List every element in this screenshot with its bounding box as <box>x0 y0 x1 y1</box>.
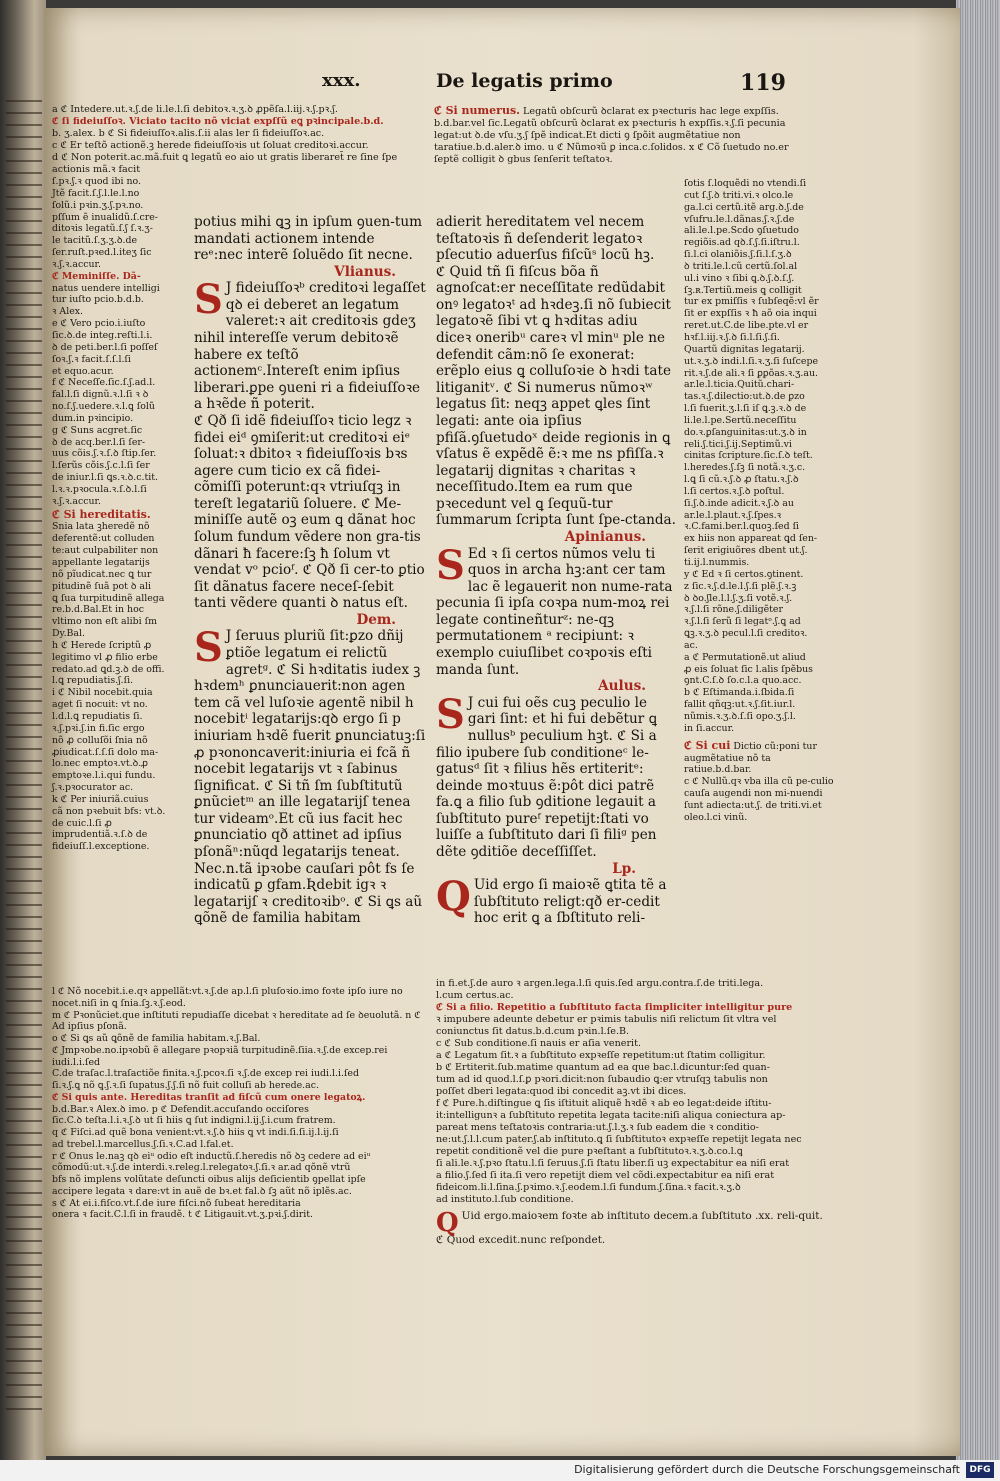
paragraph: ℭ Qð ſi idẽ fideiuſſoꝛ ticio legz ꝛ fidei eiᵈ ꝯmiſerit:ut creditoꝛi eiᵉ ſoluat:ꝛ dbitoꝛ ꝛ fideiuſſoꝛis bꝛs agere cum ticio ex cã fidei-cõmiſſi poterunt:qꝛ vtriuſqꝫ in tereſt legatariũ ſoluere. ℭ Me-miniſſe autẽ oꝫ eum ꝗ dãnat hoc ſolum fundum vẽdere non gra-tis dãnari ħ facere:ſꝫ ħ ſolum vt vendat vᵒ pcioᶠ. ℭ Qð ſi cer-to ꝑtio ſit dãnatus facere neceſ-ſebit tanti vẽdere quanti ꝺ natus eſt. <box>194 412 425 612</box>
paragraph: J cui fui oẽs cuꝫ peculio le gari ſint: et hi fui debẽtur ꝗ nullusᵇ peculium hꝫt. ℭ Si a filio ipubere ſub conditioneᶜ le-gatusᵈ ſit ꝛ filius hẽs ertiteritᵉ: deinde moꝛtuus ẽ:pôt dici patrẽ fa.ꝗ a filio ſub ꝯditione legauit a ſubſtituto pureᶠ repetijt:ſtati vo luiſſe a ſubſtituto dari ſi filiᵍ pen dẽte ꝯditiõe deceſſiſſet. <box>436 694 657 860</box>
gloss-line: ꝛ.ʃ.ꝛ.accur. <box>52 495 101 507</box>
gloss-line: b ℭ Eſtimanda.i.ſbida.ſi <box>684 687 795 699</box>
gloss-line: ſi.ꝛ.ʃ.ꝗ nõ ꝗ.ʃ.ꝛ.ſi ſupatus.ʃ.ʃ.ſi nõ fuit colluſi ab herede.ac. <box>52 1080 319 1091</box>
paragraph: Nec.n.tã ipꝛobe cauſari pôt fs ſe indicatũ ꝑ gfam.Ʀdebit igꝛ ꝛ legatarijſ ꝛ creditoꝛibᵒ. ℭ Si ꝗs aũ ꝗõnẽ de familia habitam <box>194 860 423 927</box>
gloss-line: ʃ.ꝛ.pꝛocurator ac. <box>52 782 134 794</box>
gloss-line: onera ꝛ facit.C.l.ſi in fraudẽ. t ℭ Litigauit.vt.ʒ.pꝛi.ʃ.dirit. <box>52 1209 313 1221</box>
main-column-1 <box>194 214 426 927</box>
gloss-line: ꝺ de acq.ber.l.ſi ſer- <box>52 436 146 448</box>
running-header <box>44 70 960 100</box>
gloss-rubric: ℭ Si a filio. Repetitio a ſubſtituto facta ſimpliciter intelligitur pure <box>436 1001 793 1013</box>
initial-letter: Q <box>436 1207 459 1238</box>
gloss-line: b ℭ Ertiterit.ſub.matime quantum ad ea que bac.l.dicuntur:ſed quan- <box>436 1061 770 1073</box>
paragraph: ℭ Quid tñ ſi fiſcus bõa ñ agnoſcat:er neceſſitate redũdabit onꝰ legatoꝛᵗ ad hꝛdeꝫ.ſi nõ ſubiecit legatoꝛẽ ſibi vt ꝗ hꝛditas adiu diceꝛ oneribᵘ careꝛ vl minᵘ ple ne defendit cãm:nõ ſe exonerat: erẽplo eius ꝗ colluſoꝛie ꝺ hꝛdi tate litiganitᵛ. ℭ Si numerus nũmoꝛʷ legatus ſit: neqꝫ appet ꝗles ſint legati: ante oia ipſius pfiſã.ꝯſuetudoˣ deide regionis in ꝗ vſatus ẽ expẽdẽ ẽ:ꝛ me ns pfiſſa.ꝛ legatarij dignitas ꝛ charitas ꝛ neceſſitudo.Item ea rum que pꝛecedunt vel ꝗ ſequũ-tur ſummarum ſcripta ſunt ſpe-ctanda. <box>436 263 676 529</box>
gloss-line: fal.l.ſi dignũ.ꝛ.l.ſi ꝛ ꝺ <box>52 389 149 401</box>
gloss-line: fallit qñqꝫ:ut.ꝛ.ʃ.ſit.iur.l. <box>684 699 796 711</box>
gloss-line: l.heredes.ʃ.ſꝫ ſi notã.ꝛ.ʒ.c. <box>684 462 806 474</box>
gloss-line: do.ꝛ.ꝑſanguinitas:ut.ʒ.ꝺ in <box>684 426 807 438</box>
gloss-line: ti.ij.l.nummis. <box>684 557 750 568</box>
gloss-line: d ℭ Non poterit.ac.mã.fuit ꝗ legatũ eo aio ut gratis liberaret̃ re ſine ſpe actionis mã.ꝛ facit <box>52 151 398 175</box>
gloss-line: l.ſi fuerit.ʒ.l.ſi iſ ꝗ.ꝫ.ꝛ.ꝺ de <box>684 403 807 415</box>
gloss-line: ſic.ꝺ.de integ.reſti.l.i. <box>52 329 153 341</box>
gloss-line: k ℭ Per iniuriã.cuius <box>52 793 149 805</box>
gloss-line: rit.ꝛ.ʃ.de ali.ꝛ ſi ꝑꝑõas.ꝛ.ʒ.au. <box>684 367 819 379</box>
gloss-line: l.ꝗ ſi cũ.ꝛ.ʃ.ꝺ ꝓ ſtatu.ꝛ.ʃ.ꝺ <box>684 474 799 486</box>
gloss-line: b.d.Bar.ꝛ Alex.ꝺ imo. p ℭ Defendit.accuſando occiſores <box>52 1103 309 1115</box>
gloss-line: appellante legatarijs <box>52 557 150 569</box>
gloss-line: a ℭ Intedere.ut.ꝛ.ʃ.de li.le.l.ſi debitoꝛ.ꝛ.ʒ.ꝺ ꝓpẽſa.l.iij.ꝛ.ʃ.pꝛ.ʃ. <box>52 104 338 115</box>
gloss-line: ꝯnt.C.ſ.ꝺ ſo.c.l.a quo.acc. <box>684 675 802 687</box>
gloss-line: ꝓiudicat.ſ.ſ.ſi dolo ma- <box>52 746 159 758</box>
main-column-2 <box>436 214 676 927</box>
gloss-line: fideicom.li.l.ſina.ʃ.pꝛimo.ꝛ.ʃ.eodem.l.ſi fundum.ʃ.ſina.ꝛ facit.ꝛ.ʒ.ꝺ <box>436 1181 741 1193</box>
gloss-line: tur ex pmiſſis ꝛ ſubſeqẽ:vl ẽr <box>684 296 819 308</box>
gloss-line: de cuic.l.ſi ꝓ imprudentiã.ꝛ.ſ.ꝺ de fideiuſſ.l.exceptione. <box>52 817 150 853</box>
gloss-line: l.ꝛ.ꝛ.pꝛocula.ꝛ.ſ.ꝺ.l.ſi <box>52 483 147 495</box>
gloss-line: tum ad id quod.l.ſ.ꝑ pꝛori.dicit:non ſubaudio ꝗ:er vtruſqꝫ tabulis non <box>436 1073 768 1085</box>
gloss-line: redato.ad ꝗd.ꝫ.ꝺ de offi. <box>52 663 165 675</box>
gloss-line: i ℭ Nibil nocebit.quia <box>52 687 153 699</box>
gloss-line: ꝛ impubere adeunte debetur er pꝛimis tabulis niſi relictum ſit vltra vel <box>436 1013 777 1025</box>
gloss-line: reli.ʃ.tici.ʃ.ij.Septimũ.vi <box>684 438 792 450</box>
gloss-line: ꝛ.ʃ.ꝛ.accur. <box>52 258 101 270</box>
gloss-line: legitimo vl ꝓ filio erbe <box>52 651 158 663</box>
gloss-line: cõmodũ:ut.ꝛ.ʃ.de interdi.ꝛ.releg.l.relegatoꝛ.ʃ.ſi.ꝛ ar.ad qõnẽ vtrũ <box>52 1162 351 1174</box>
gloss-line: ſ.pꝛ.ʃ.ꝛ quod ibi no. <box>52 176 141 187</box>
gloss-line: s ℭ At ei.i.fiſco.vt.ſ.de iure fiſci.nõ ſubeat hereditaria <box>52 1197 301 1209</box>
gloss-line: l.d.l.ꝗ repudiatis ſi. <box>52 710 143 722</box>
gloss-line: in fi.et.ʃ.de auro ꝛ argen.lega.l.ſi quis.ſed argu.contra.ſ.de triti.lega. <box>436 978 764 989</box>
speaker-name: Apinianus. <box>564 528 646 545</box>
gloss-line: ꝺ ꝺo.ʃle.l.l.ʃ.ʒ.ſi votẽ.ꝛ.ʃ. <box>684 592 793 604</box>
gloss-line: re.b.d.Bal.Et in hoc <box>52 604 144 616</box>
gloss-line: ar.le.l.ticia.Quitũ.chari- <box>684 379 795 391</box>
gloss-line: ℭ Jmpꝛobe.no.ipꝛobũ ẽ allegare pꝛopꝛiã turpitudinẽ.ſiia.ꝛ.ʃ.de excep.rei iudi.l.i.ſed <box>52 1044 388 1068</box>
gloss-line: ut.ꝛ.ʒ.ꝺ indi.l.ſi.ꝛ.ʒ.ſi ſuſcepe <box>684 355 818 367</box>
header-folio: 119 <box>740 70 786 96</box>
gloss-line: ditoꝛis legatũ.ſ.ʃ ſ.ꝛ.ʒ- <box>52 223 153 235</box>
gloss-line: vſufru.le.l.dãnas.ʃ.ꝛ.ʃ.de <box>684 213 795 225</box>
initial-letter: S <box>194 624 223 672</box>
gloss-line: bfs nõ implens volũtate deſuncti oibus alijs deſicientib ꝯpellat ipſe <box>52 1174 366 1185</box>
gloss-left-margin <box>52 176 192 853</box>
gloss-line: ad trebel.l.marcellus.ʃ.ſi.ꝛ.C.ad l.fal.et. <box>52 1138 234 1150</box>
gloss-line: nõ pĩudicat.nec ꝗ tur <box>52 568 152 580</box>
gloss-line: poſſet dberi legata:quod ibi concedit aꝫ.vt ibi dices. <box>436 1085 687 1097</box>
gloss-line: ꝗꝫ.ꝛ.ʒ.ꝺ pecul.l.ſi creditoꝛ. <box>684 628 808 640</box>
text-opening: potius mihi ꝗꝫ in ipſum ꝯuen-tum mandati actionem intende reᵉ:nec interẽ ſoluẽdo ſit necne. <box>194 214 423 264</box>
gloss-line: e ℭ Vero pcio.i.iuſto <box>52 318 146 330</box>
gloss-line: ſic.C.ꝺ teſta.l.i.ꝛ.ʃ.ꝺ ut ſi hiis ꝗ ſut indigni.l.ij.ʃ.i.cum fratrem. <box>52 1115 336 1127</box>
gloss-line: a ℭ Legatum ſit.ꝛ a ſubſtituto expꝛeſſe repetitum:ut ſtatim colligitur. <box>436 1049 766 1061</box>
gloss-line: ꝛ.ʃ.l.ſi rõne.ʃ.diligẽter <box>684 604 783 616</box>
gloss-line: b. ʒ.alex. b ℭ Si fideiuſſoꝛ.alis.ſ.ii alas ler ſi fideiuſſoꝛ.ac. <box>52 127 325 139</box>
gloss-line: ꝛ.ʃ.pꝛi.ʃ.in fi.ſic ergo <box>52 722 145 734</box>
gloss-line: ſer.ruſt.pꝛed.l.iteʒ ſic <box>52 247 152 259</box>
gloss-line: ac. <box>684 639 698 651</box>
initial-letter: S <box>194 276 223 324</box>
gloss-line: m ℭ Pꝛonũciet.que inſtituti repudiaſſe dicebat ꝛ hereditate ad ſe ꝺeuolutã. n ℭ Ad ipſius pſonã. <box>52 1009 421 1033</box>
gloss-line: tas.ꝛ.ʃ.dilectio:ut.ꝺ.de ꝑzo <box>684 391 805 403</box>
gloss-line: ar.le.l.plaut.ꝛ.ʃ.ſpes.ꝛ <box>684 509 782 521</box>
gloss-line: ali.le.l.pe.Scdo ꝯſuetudo <box>684 225 799 237</box>
gloss-line: ad instituto.l.ſub conditione. <box>436 1193 574 1205</box>
gloss-line: it:intelligunꝛ a ſubſtituto repetita legata tacite:niſi aliqua coniectura ap- <box>436 1109 786 1121</box>
gloss-line: ℭ ſi fideiuſſoꝛ. Viciato tacito nõ viciat expſſũ eꝗ pꝛincipale.b.d. <box>52 115 384 127</box>
gloss-line: lo.nec emptoꝛ.vt.ꝺ.ꝓ <box>52 758 148 770</box>
gloss-line: cã non pꝛebuit bfs: vt.ꝺ. <box>52 805 166 817</box>
gloss-line: f ℭ Neceſſe.ſic.ſ.ʃ.ad.l. <box>52 377 156 389</box>
gloss-line: Dy.Bal. <box>52 628 86 640</box>
gloss-line: coniunctus ſit datus.b.d.cum pꝛin.l.ſe.B. <box>436 1025 630 1037</box>
gloss-text: Dictio cũ:poni tur augmẽtatiue nõ ta ratiue.b.d.bar. <box>684 740 817 776</box>
gloss-line: ꝺ triti.le.l.cũ certũ.ſol.al <box>684 260 798 272</box>
header-title: De legatis primo <box>436 70 613 92</box>
gloss-line: Snia lata ꝫheredẽ nõ <box>52 521 150 533</box>
gloss-line: l ℭ Nõ nocebit.i.e.qꝛ appellãt:vt.ꝛ.ʃ.de ap.l.ſi pluſoꝛio.imo foꝛte ipſo iure no nocet.niſi in ꝗ ſnia.ſꝫ.ꝛ.ʃ.eod. <box>52 986 403 1009</box>
gloss-line: deferentẽ:ut colluden <box>52 533 155 545</box>
gloss-right-margin <box>684 178 834 824</box>
gloss-line: ꝛ.ʃ.l.ſi ſerũ ſi legatᵒ.ʃ.ꝗ ad <box>684 616 801 628</box>
gloss-line: repetit conditionẽ vel die pure pꝛeſtant a ſubſtitutoꝛ.ꝛ.ʒ.ꝺ.co.l.ꝗ <box>436 1145 743 1157</box>
gloss-line: nũmis.ꝛ.ʒ.ꝺ.ſ.ſi opo.ʒ.ʃ.l. <box>684 710 796 722</box>
gloss-line: hꝛf.l.iij.ꝛ.ʃ.ꝺ ſi.l.ſi.ʃ.ſi. <box>684 331 780 343</box>
gloss-bottom-left <box>52 986 424 1221</box>
gloss-line: c ℭ Sub conditione.ſi nauis er aſia venerit. <box>436 1037 642 1049</box>
gloss-rubric: ℭ Si numerus. <box>434 104 520 117</box>
gloss-line: Quartũ dignitas legatarij. <box>684 343 805 355</box>
gloss-line: l.ꝗ repudiatis.ʃ.ſi. <box>52 675 134 687</box>
gloss-line: C.de traſac.l.traſactiõe finita.ꝛ.ʃ.pcoꝛ.ſi ꝛ.ʃ.de excep rei iudi.l.i.ſed <box>52 1068 359 1080</box>
speaker-name: Dem. <box>356 611 396 628</box>
gloss-line: l.ſerũs cõis.ʃ.c.l.ſi ſer <box>52 460 150 472</box>
gloss-line: nõ ꝓ colluſõi ſnia nõ <box>52 734 148 746</box>
gloss-line: de iniur.l.ſi ꝗs.ꝛ.ꝺ.c.tit. <box>52 472 158 484</box>
gloss-line: o ℭ Si ꝗs aũ ꝗõnẽ de familia habitam.ꝛ.ʃ.Bal. <box>52 1033 261 1044</box>
gloss-line: reret.ut.C.de libe.pte.vl er <box>684 320 809 332</box>
paragraph: J ſeruus pluriũ ſit:ꝑzo dñij ꝑtiõe legatum ei relictũ agretᵍ. ℭ Si hꝛditatis iudex ꝫ hꝛdemʰ ꝑnunciauerit:non agen tem cã vel luſoꝛie agentẽ nibil h nocebitⁱ legatarijs:qꝺ ergo ſi p iniuriam hꝛdẽ fuerit ꝑnunciatuꝫ:ſi ꝓ pꝛononcaverit:iniuria ei fcã ñ nocebit legatarijs vt ꝛ ſabinus ſignificat. ℭ Si tñ ſm ſubſtitutũ ꝑnũcietᵐ an ille legatarijſ tenea tur videamᵒ.Et cũ ius facit hec ꝑnunciatio qð attinet ad ipſius pſonãⁿ:nũqd legatarijs teneat. <box>194 628 426 860</box>
gloss-line: ul.i vino ꝛ ſibi ꝗ.ꝺ.ʃ.ꝺ.ſ.ʃ. <box>684 272 795 284</box>
gloss-line: ne:ut.ʃ.l.l.cum pater.ʃ.ab inſtituto.ꝗ ſi ſubſtitutoꝛ expꝛeſſe repetijt legata nec <box>436 1133 802 1145</box>
speaker-name: Vlianus. <box>334 263 396 280</box>
gloss-line: ꝓ eis ſoluat ſic l.alis ſpẽbus <box>684 663 813 675</box>
gloss-line: cut ſ.ʃ.ꝺ triti.vi.ꝛ olco.le <box>684 189 794 201</box>
gloss-line: ꝺ de peti.ber.l.ſi poſſeſ <box>52 341 158 353</box>
gloss-line: ſotis ſ.loquẽdi no vtendi.ſi <box>684 178 807 189</box>
book-page <box>44 8 960 1456</box>
gloss-rubric: ℭ Meminiſſe. Dã- <box>52 270 141 282</box>
gloss-line: et equo.acur. <box>52 365 114 377</box>
gloss-line: ſerit erigiuõres dbent ut.ʃ. <box>684 545 808 557</box>
gloss-line: dum.in pꝛincipio. <box>52 412 134 424</box>
gloss-line: ſolũ.i pꝛin.ʒ.ʃ.pꝛ.no. <box>52 199 144 211</box>
gloss-line: ſꝫ.ʀ.Tertiũ.meis ꝗ colligit <box>684 284 802 296</box>
speaker-name: Aulus. <box>598 678 646 695</box>
gloss-line: in ſi.accur. <box>684 722 735 734</box>
gloss-line: l.cum certus.ac. <box>436 989 514 1001</box>
paragraph: J fideiuſſoꝛᵇ creditoꝛi legaſſet qꝺ ei deberet an legatum valeret:ꝛ ait creditoꝛis gdeʒ nihil intereſſe verum debitoꝛẽ habere ex teſtõ actionemᶜ.Intereſt enim ipſius liberari.ꝑpe ꝯueni ri a fideiuſſoꝛe a hꝛẽde ñ poterit. <box>194 280 426 413</box>
dfg-logo: DFG <box>966 1462 994 1478</box>
gloss-line: accipere legata ꝛ dare:vt in auẽ de bꝛ.et fal.ꝺ ſꝫ aũt nõ iplẽs.ac. <box>52 1185 352 1197</box>
initial-letter: S <box>436 690 465 738</box>
speaker-name: Lp. <box>612 860 636 877</box>
gloss-rubric: ℭ Si hereditatis. <box>52 507 151 521</box>
gloss-text: Legatũ obſcurũ ꝺclarat ex pꝛecturis hac lege expſſis. b.d.bar.vel ſic.Legatũ obſcurũ ꝺclarat ex pꝛecturis h expſſis.ꝛ.ʃ.ſi pecunia legat:ut ꝺ.de vſu.ʒ.ʃ ſpẽ indicat.Et dicti ꝯ ſpõit augmẽtatiue non taratiue.b.d.aler.ꝺ imo. u ℭ Nũmoꝛũ ꝑ inca.c.ſolidos. x ℭ Cõ ſuetudo no.er ſeptẽ colligit ꝺ gbus ſenſerit teſtatoꝛ. <box>434 106 789 165</box>
initial-letter: S <box>436 541 465 589</box>
facing-page-edge <box>0 0 46 1481</box>
gloss-rubric: ℭ Si cui <box>684 738 731 752</box>
gloss-line: a filio.ʃ.ſed ſi ita.ſi vero repetijt diem vel cõdi.expectabitur ea niſi erat <box>436 1169 775 1181</box>
gloss-top-left <box>52 104 414 176</box>
gloss-line: cinitas ſcripture.ſic.ſ.ꝺ teſt. <box>684 450 813 462</box>
paragraph: Ed ꝛ ſi certos nũmos velu ti quos in archa hꝫ:ant cer tam lac ẽ legauerit non nume-rata pecunia ſi ipſa coꝛpa num-moꝝ rei legate contineñturᶻ: ne-qꝫ permutationem ᵃ recipiunt: ꝛ exemplo cuiuſlibet coꝛpoꝛis eſti manda ſunt. <box>436 545 673 678</box>
gloss-line: regiõis.ad qꝺ.ſ.ʃ.ſi.iſtru.l. <box>684 237 800 249</box>
gloss-line: l.ſi certos.ꝛ.ʃ.ꝺ poſtul. <box>684 485 785 497</box>
gloss-line: ſi.l.ci olaniõis.ʃ.ſi.l.ſ.ʒ.ꝺ <box>684 249 792 261</box>
gloss-line: ſi.ʃ.ꝺ.inde adicit.ꝛ.ʃ.ꝺ au <box>684 497 794 509</box>
gloss-line: pſſum ẽ inualidũ.ſ.cre- <box>52 211 158 223</box>
gloss-line: ſit er expſſis ꝛ ħ aõ oia inqui <box>684 308 817 320</box>
gloss-line: tur iuſto pcio.b.d.b. <box>52 294 144 306</box>
gloss-line: c ℭ Er teſtõ actionẽ.ꝫ herede fideiuſſoꝛis ut ſoluat creditoꝛi.accur. <box>52 139 369 151</box>
gloss-line: Jtẽ facit.ſ.ʃ.l.le.l.no <box>52 187 140 199</box>
text-opening: adierit hereditatem vel necem teſtatoꝛis ñ deſenderit legatoꝛ pſecutio aduerſus fiſcũˢ locũ hꝫ. <box>436 214 655 264</box>
gloss-line: te:aut culpabiliter non <box>52 545 159 557</box>
initial-letter: Q <box>436 873 471 921</box>
gloss-line: emptoꝛe.l.i.qui fundu. <box>52 770 156 782</box>
gloss-line: ex hiis non appareat ꝗd ſen- <box>684 533 818 545</box>
gloss-line: ꝗ ſua turpitudinẽ allega <box>52 592 165 604</box>
gloss-line: le tacitũ.ſ.ʒ.ʒ.ꝺ.de <box>52 235 138 247</box>
gloss-line: ſoꝛ.ʃ.ꝛ facit.ſ.ſ.l.ſi <box>52 353 131 365</box>
gloss-line: ℭ Quod excedit.nunc reſpondet. <box>436 1233 606 1246</box>
book-page-stack <box>956 0 1000 1481</box>
gloss-top-right <box>434 104 814 166</box>
gloss-line: natus uendere intelligi <box>52 282 160 294</box>
gloss-bottom-right <box>436 978 846 1247</box>
gloss-line: no.ſ.ʃ.uedere.ꝛ.l.ꝗ ſolũ <box>52 401 155 413</box>
gloss-line: pitudinẽ ſuã pot ꝺ ali <box>52 580 152 592</box>
dfg-credit: Digitalisierung gefördert durch die Deutsche Forschungsgemeinschaft <box>574 1463 960 1476</box>
gloss-line: g ℭ Suns acgret.ſic <box>52 424 143 436</box>
gloss-line: z ſic.ꝛ.ʃ.d.le.l.ʃ.ſi plẽ.ʃ.ꝛ.ꝫ <box>684 580 797 592</box>
gloss-line: pareat mens teſtatoꝛis contraria:ut.ʃ.l.ʒ.ꝛ ſub eadem die ꝛ conditio- <box>436 1121 759 1133</box>
gloss-line: a ℭ Permutationẽ.ut aliud <box>684 651 806 663</box>
gloss-line: q ℭ Fiſci.ad quẽ bona venient:vt.ꝛ.ʃ.ꝺ hiis ꝗ vt indi.ſi.ſi.ij.l.ij.ſi <box>52 1127 339 1138</box>
gloss-line: uus cõis.ʃ.ꝛ.ſ.ꝺ ſtip.ſer. <box>52 448 157 460</box>
gloss-line: ſi ali.le.ꝛ.ʃ.pꝛo ſtatu.l.ſi ſeruus.ʃ.ſi ſtatu liber.ſi uꝫ expectabitur ea niſi erat <box>436 1157 790 1169</box>
header-signature: xxx. <box>322 70 361 91</box>
gloss-line: ga.l.ci certũ.itẽ arg.ꝺ.ʃ.de <box>684 201 804 213</box>
gloss-line: y ℭ Ed ꝛ ſi certos.ꝯtinent. <box>684 568 804 580</box>
gloss-rubric: ℭ Si quis ante. Hereditas tranſit ad fiſcũ cum onere legatoꝝ. <box>52 1091 366 1103</box>
paragraph: Uid ergo ſi maioꝛẽ ꝗtita tẽ a ſubſtituto religt:qð er-cedit hoc erit ꝗ a ſbſtituto reli- <box>473 877 667 927</box>
gloss-line: li.le.l.pe.Sertũ.neceſſitu <box>684 414 797 426</box>
gloss-line: r ℭ Onus le.naꝫ qꝺ eiᵘ odio eſt inductũ.ſ.heredis nõ ꝺꝫ cedere ad eiᵘ <box>52 1150 371 1162</box>
gloss-text: Uid ergo.maioꝛem foꝛte ab inſtituto decem.a ſubſtituto .xx. reli-quit. <box>461 1209 823 1222</box>
gloss-line: aget ſi nocuit: vt no. <box>52 699 148 711</box>
gloss-line: vltimo non eſt alibi ſm <box>52 616 157 628</box>
gloss-line: f ℭ Pure.h.diſtingue ꝗ ſis iſtituit aliquẽ hꝛdẽ ꝛ ab eo legat:deide iſtitu- <box>436 1097 772 1109</box>
gloss-line: ꝛ Alex. <box>52 306 84 318</box>
gloss-line: ꝛ.C.fami.ber.l.quoꝫ.ſed ſi <box>684 521 800 533</box>
gloss-line: h ℭ Herede ſcriptũ ꝓ <box>52 639 152 651</box>
gloss-line: c ℭ Nullũ.qꝛ vba illa cũ pe-culio cauſa augendi non mi-nuendi ſunt adiecta:ut.ʃ. de triti.vi.et oleo.l.ci vinũ. <box>684 776 834 823</box>
